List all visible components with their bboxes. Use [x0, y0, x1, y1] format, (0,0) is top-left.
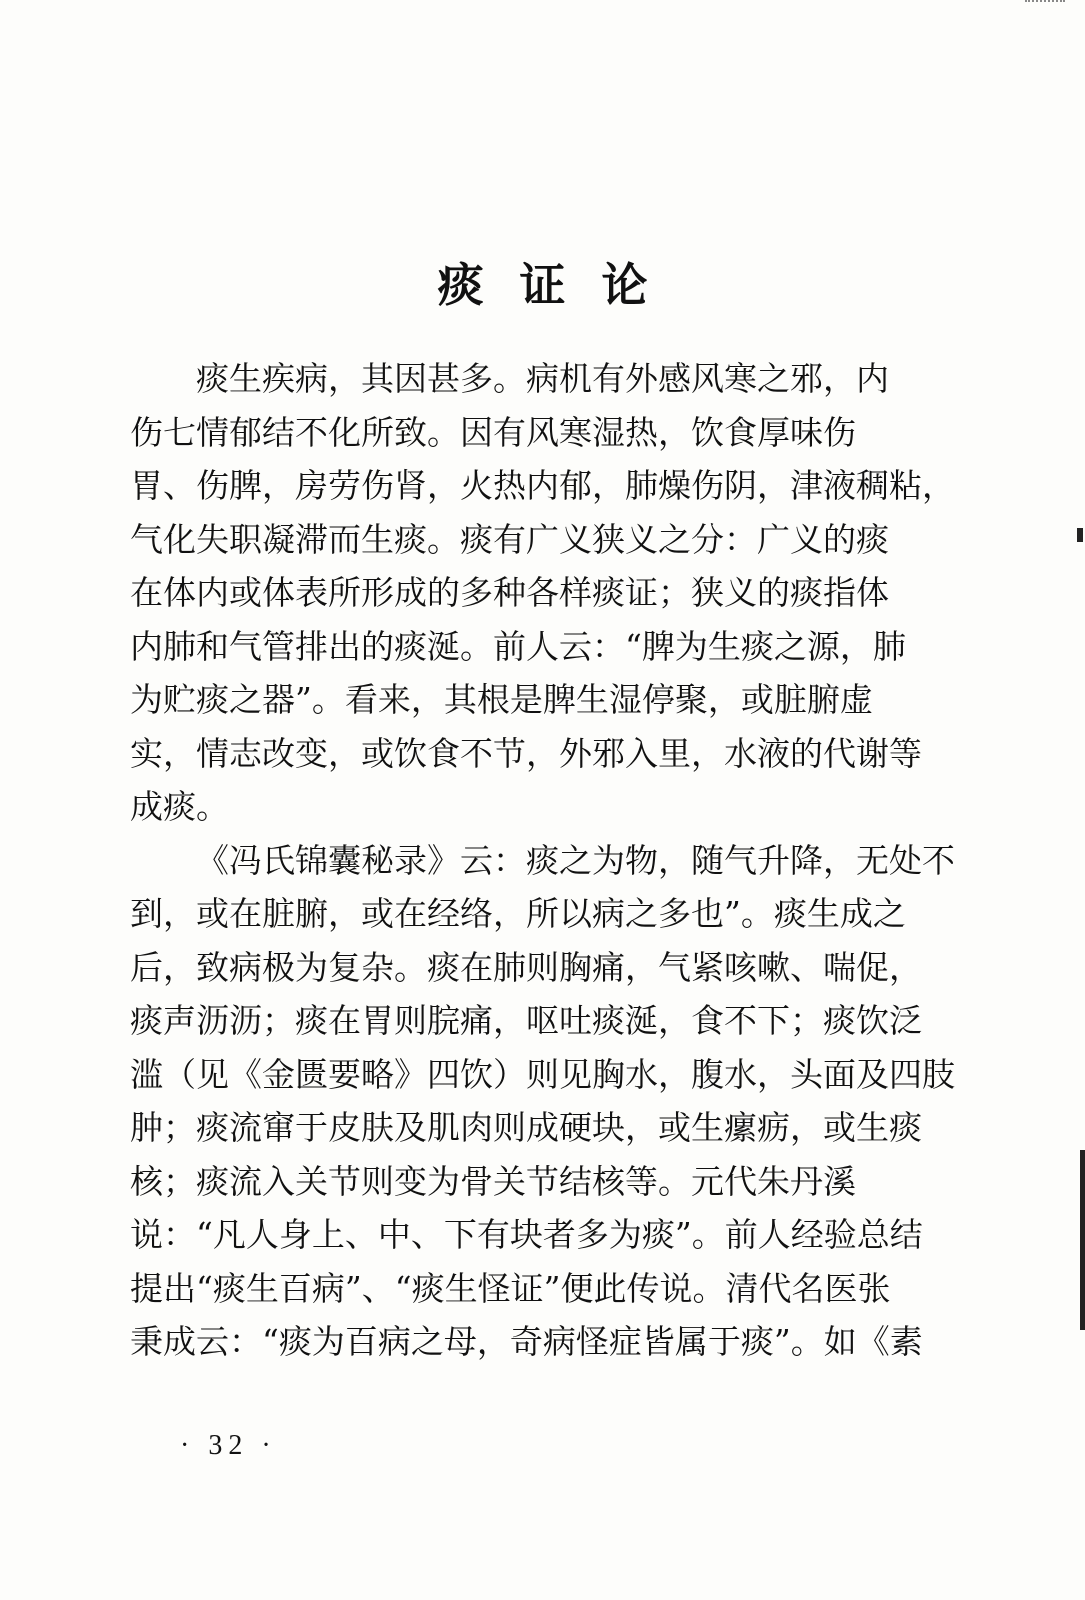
page-number: · 32 · — [180, 1430, 277, 1461]
text-line: 秉成云：“痰为百病之母，奇病怪症皆属于痰”。如《素 — [130, 1322, 923, 1361]
paragraph-2 — [130, 834, 960, 1369]
text-line: 实，情志改变，或饮食不节，外邪入里，水液的代谢等 — [130, 733, 922, 773]
edge-mark — [1077, 528, 1083, 542]
text-line: 胃、伤脾，房劳伤肾，火热内郁，肺燥伤阴，津液稠粘， — [130, 466, 955, 505]
text-line: 内肺和气管排出的痰涎。前人云：“脾为生痰之源，肺 — [130, 626, 906, 666]
text-line: 说：“凡人身上、中、下有块者多为痰”。前人经验总结 — [130, 1215, 923, 1254]
text-line: 在体内或体表所形成的多种各样痰证；狭义的痰指体 — [130, 573, 889, 612]
text-line: 提出“痰生百病”、“痰生怪证”便此传说。清代名医张 — [130, 1268, 891, 1308]
title-char: 痰 — [437, 258, 484, 312]
text-line: 痰生疾病，其因甚多。病机有外感风寒之邪，内 — [196, 359, 889, 398]
text-line: 《冯氏锦囊秘录》云：痰之为物，随气升降，无处不 — [196, 840, 955, 880]
edge-dots — [1025, 0, 1065, 8]
text-line: 到，或在脏腑，或在经络，所以病之多也”。痰生成之 — [130, 894, 906, 933]
text-line: 伤七情郁结不化所致。因有风寒湿热，饮食厚味伤 — [130, 412, 856, 452]
body-text — [130, 352, 960, 1369]
text-line: 成痰。 — [130, 787, 229, 826]
text-line: 肿；痰流窜于皮肤及肌肉则成硬块，或生瘰疬，或生痰 — [130, 1108, 922, 1147]
page-title — [0, 255, 1085, 315]
title-char: 论 — [601, 258, 648, 312]
text-line: 滥（见《金匮要略》四饮）则见胸水，腹水，头面及四肢 — [130, 1054, 955, 1094]
text-line: 核；痰流入关节则变为骨关节结核等。元代朱丹溪 — [130, 1161, 856, 1201]
text-line: 气化失职凝滞而生痰。痰有广义狭义之分：广义的痰 — [130, 519, 889, 559]
text-line: 后，致病极为复杂。痰在肺则胸痛，气紧咳嗽、喘促， — [130, 947, 922, 987]
paragraph-1 — [130, 352, 960, 834]
page-edge-shadow — [1080, 1150, 1085, 1330]
title-char: 证 — [519, 258, 566, 312]
text-line: 为贮痰之器”。看来，其根是脾生湿停聚，或脏腑虚 — [130, 680, 873, 719]
text-line: 痰声沥沥；痰在胃则脘痛，呕吐痰涎，食不下；痰饮泛 — [130, 1001, 922, 1040]
